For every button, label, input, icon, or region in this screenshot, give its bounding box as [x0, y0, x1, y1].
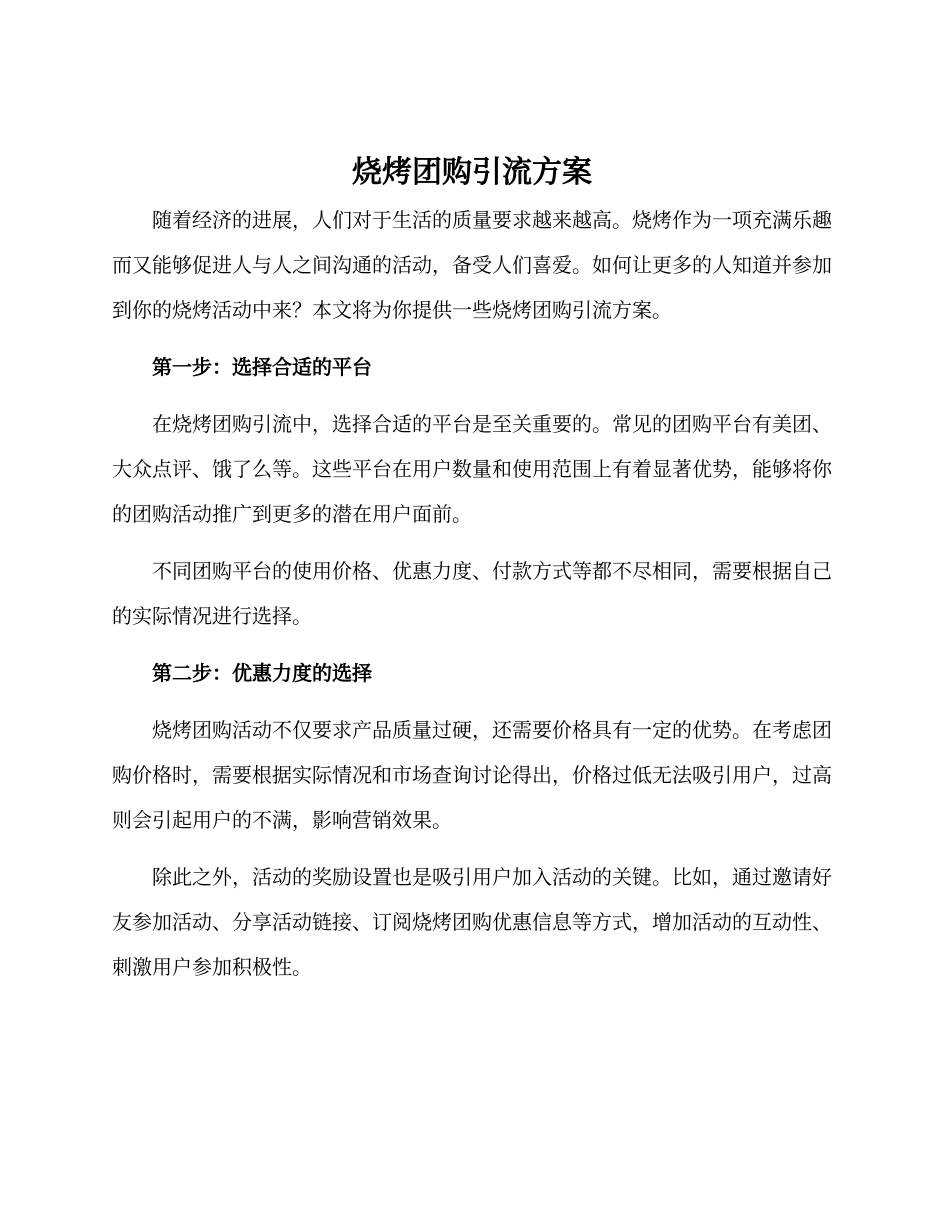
- intro-paragraph: 随着经济的进展，人们对于生活的质量要求越来越高。烧烤作为一项充满乐趣而又能够促进人与人之间沟通的活动，备受人们喜爱。如何让更多的人知道并参加到你的烧烤活动中来？本文将为你提供一些烧烤团购引流方案。: [112, 208, 832, 322]
- section-1-heading: 第一步：选择合适的平台: [152, 355, 372, 379]
- section-2-paragraph-2: 除此之外，活动的奖励设置也是吸引用户加入活动的关键。比如，通过邀请好友参加活动、分享活动链接、订阅烧烤团购优惠信息等方式，增加活动的互动性、刺激用户参加积极性。: [112, 865, 832, 979]
- document-title: 烧烤团购引流方案: [352, 155, 592, 190]
- section-1-paragraph-1: 在烧烤团购引流中，选择合适的平台是至关重要的。常见的团购平台有美团、大众点评、饿了么等。这些平台在用户数量和使用范围上有着显著优势，能够将你的团购活动推广到更多的潜在用户面前。: [112, 412, 832, 526]
- section-2-heading: 第二步：优惠力度的选择: [152, 661, 372, 685]
- section-1-paragraph-2: 不同团购平台的使用价格、优惠力度、付款方式等都不尽相同，需要根据自己的实际情况进行选择。: [112, 559, 832, 628]
- document-page: [112, 148, 832, 990]
- section-2-paragraph-1: 烧烤团购活动不仅要求产品质量过硬，还需要价格具有一定的优势。在考虑团购价格时，需要根据实际情况和市场查询讨论得出，价格过低无法吸引用户，过高则会引起用户的不满，影响营销效果。: [112, 718, 832, 832]
